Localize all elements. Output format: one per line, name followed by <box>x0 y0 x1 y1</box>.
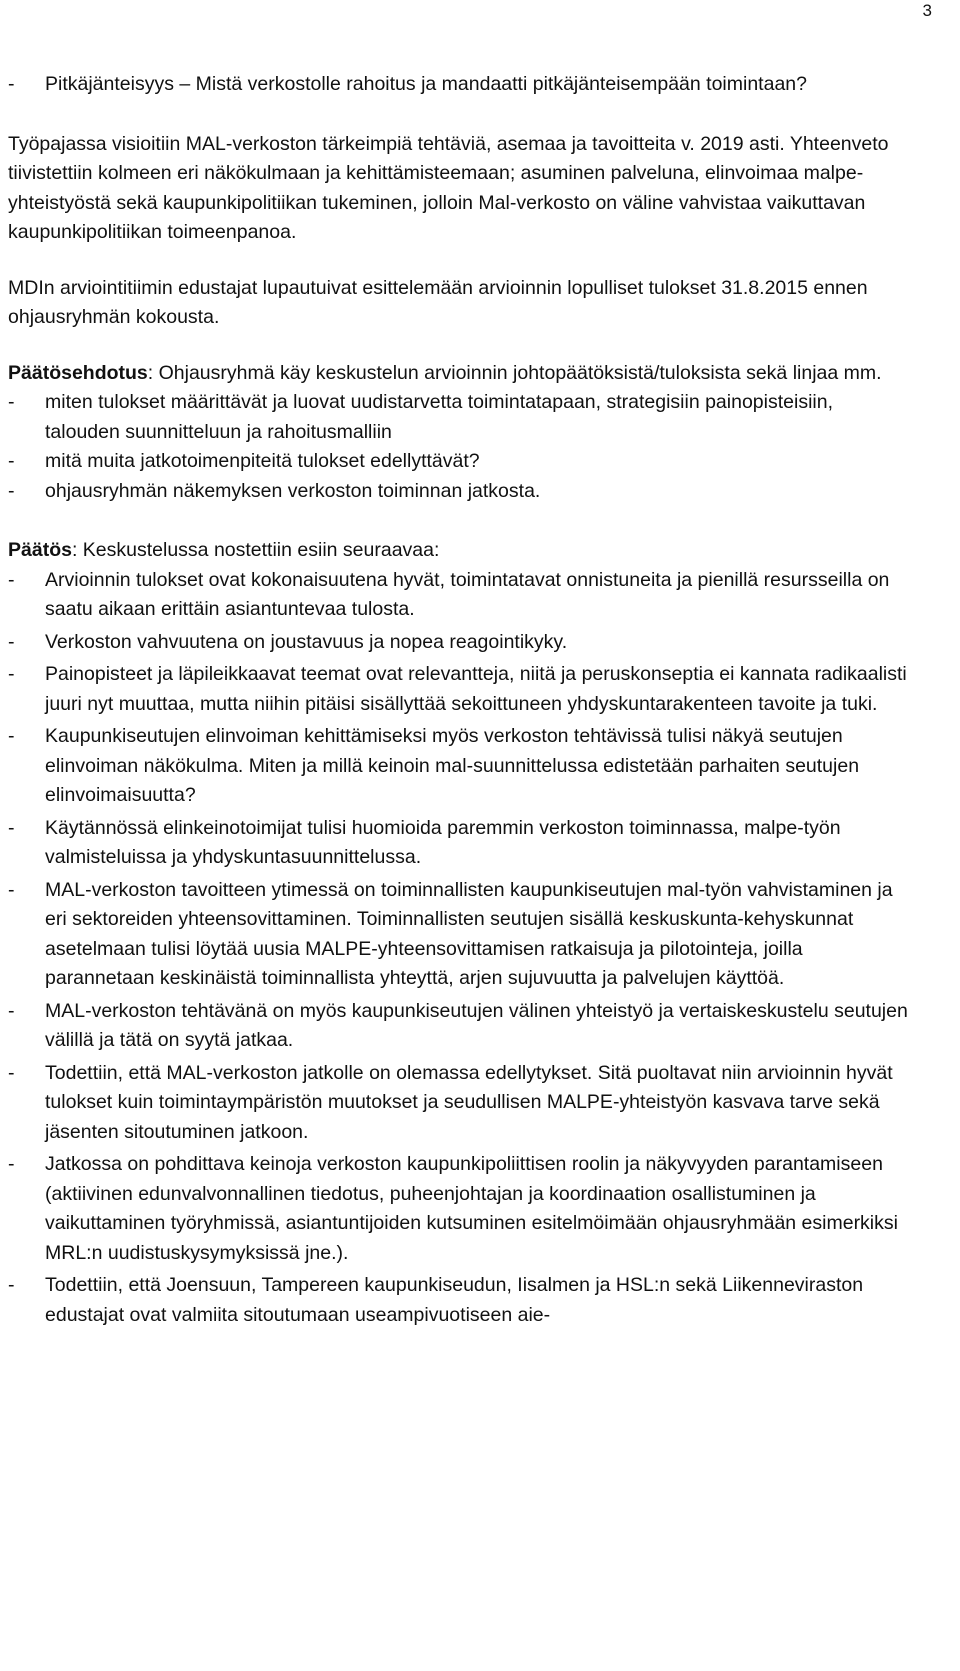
list-item: - MAL-verkoston tehtävänä on myös kaupunkiseutujen välinen yhteistyö ja vertaiskeskustelu seutujen välillä ja tätä on syytä jatkaa. <box>8 997 908 1056</box>
document-body <box>8 70 908 1333</box>
proposal-label: Päätösehdotus <box>8 361 148 384</box>
top-bullet-list <box>8 70 908 100</box>
list-item: - Kaupunkiseutujen elinvoiman kehittämiseksi myös verkoston tehtävissä tulisi näkyä seutujen elinvoiman näkökulma. Miten ja millä keinoin mal-suunnittelussa edistetään parhaiten seutujen elinvoimaisuutta? <box>8 722 908 811</box>
list-item: - Jatkossa on pohdittava keinoja verkoston kaupunkipoliittisen roolin ja näkyvyyden parantamiseen (aktiivinen edunvalvonnallinen tiedotus, puheenjohtajan ja koordinaation osallistuminen ja vaikuttaminen työryhmissä, asiantuntijoiden kutsuminen esitelmöimään ohjausryhmään esimerkiksi MRL:n uudistuskysymyksissä jne.). <box>8 1150 908 1268</box>
paragraph-evaluation: MDIn arviointitiimin edustajat lupautuivat esittelemään arvioinnin lopulliset tulokset 31.8.2015 ennen ohjausryhmän kokousta. <box>8 276 868 328</box>
list-item: - Käytännössä elinkeinotoimijat tulisi huomioida paremmin verkoston toiminnassa, malpe-työn valmisteluissa ja yhdyskuntasuunnittelussa. <box>8 814 908 873</box>
list-item: - ohjausryhmän näkemyksen verkoston toiminnan jatkosta. <box>8 477 908 507</box>
page-number: 3 <box>922 1 932 20</box>
proposal-list <box>8 388 908 506</box>
paragraph-workshop: Työpajassa visioitiin MAL-verkoston tärkeimpiä tehtäviä, asemaa ja tavoitteita v. 2019 asti. Yhteenveto tiivistettiin kolmeen eri näkökulmaan ja kehittämisteemaan; asuminen palveluna, elinvoimaa malpe-yhteistyöstä sekä kaupunkipolitiikan tukeminen, jolloin Mal-verkosto on väline vahvistaa vaikuttavan kaupunkipolitiikan toimeenpanoa. <box>8 132 889 243</box>
list-item: - Arvioinnin tulokset ovat kokonaisuutena hyvät, toimintatavat onnistuneita ja pienillä resursseilla on saatu aikaan erittäin asiantuntevaa tulosta. <box>8 566 908 625</box>
list-item: - Verkoston vahvuutena on joustavuus ja nopea reagointikyky. <box>8 628 908 658</box>
proposal-heading <box>8 359 908 389</box>
decision-list <box>8 566 908 1331</box>
decision-label: Päätös <box>8 539 72 561</box>
list-item: - miten tulokset määrittävät ja luovat uudistarvetta toimintatapaan, strategisiin painopisteisiin, talouden suunnitteluun ja rahoitusmalliin <box>8 388 908 447</box>
list-item: - Todettiin, että MAL-verkoston jatkolle on olemassa edellytykset. Sitä puoltavat niin arvioinnin hyvät tulokset kuin toimintaympäristön muutokset ja seudullisen MALPE-yhteistyön kasvava tarve sekä jäsenten sitoutuminen jatkoon. <box>8 1059 908 1148</box>
list-item: - Pitkäjänteisyys – Mistä verkostolle rahoitus ja mandaatti pitkäjänteisempään toimintaan? <box>8 70 908 100</box>
list-item: - Todettiin, että Joensuun, Tampereen kaupunkiseudun, Iisalmen ja HSL:n sekä Liikenneviraston edustajat ovat valmiita sitoutumaan useampivuotiseen aie- <box>8 1271 908 1330</box>
list-item: - mitä muita jatkotoimenpiteitä tulokset edellyttävät? <box>8 447 908 477</box>
decision-text: : Keskustelussa nostettiin esiin seuraavaa: <box>71 539 440 561</box>
decision-heading <box>8 536 908 566</box>
proposal-text: : Ohjausryhmä käy keskustelun arvioinnin johtopäätöksistä/tuloksista sekä linjaa mm. <box>147 361 882 384</box>
list-item: - MAL-verkoston tavoitteen ytimessä on toiminnallisten kaupunkiseutujen mal-työn vahvistaminen ja eri sektoreiden yhteensovittaminen. Toiminnallisten seutujen sisällä keskuskunta-kehyskunnat asetelmaan tulisi löytää uusia MALPE-yhteensovittamisen ratkaisuja ja pilotointeja, joilla parannetaan keskinäistä toiminnallista yhteyttä, arjen sujuvuutta ja palvelujen käyttöä. <box>8 876 908 994</box>
list-item: - Painopisteet ja läpileikkaavat teemat ovat relevantteja, niitä ja peruskonseptia ei kannata radikaalisti juuri nyt muuttaa, mutta niihin pitäisi sisällyttää sekoittuneen yhdyskuntarakenteen tavoite ja tuki. <box>8 660 908 719</box>
